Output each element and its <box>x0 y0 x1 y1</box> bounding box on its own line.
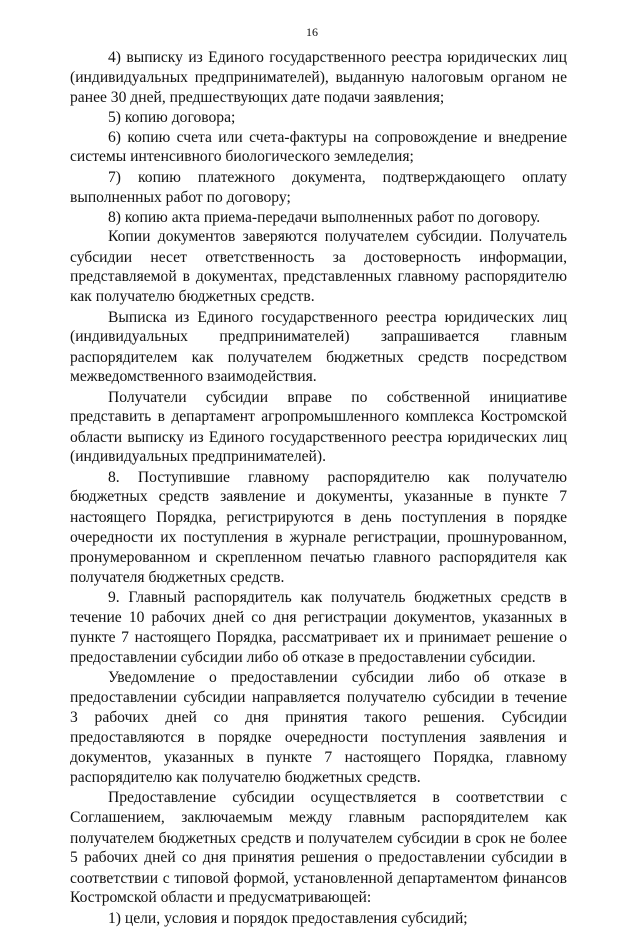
text-fragment: (индивидуальных <box>70 328 188 346</box>
text-fragment: Костромской области и предусматривающей: <box>70 889 372 907</box>
text-fragment: пункте 7 настоящего Порядка, рассматривает их и принимает решение о <box>70 629 567 647</box>
text-fragment: как <box>447 468 470 486</box>
text-fragment: (индивидуальных предпринимателей), выданную налоговым органом не <box>70 69 567 87</box>
text-line <box>70 407 567 427</box>
text-fragment: как получателю бюджетных средств. <box>70 288 315 306</box>
text-fragment: субсидии <box>70 248 133 266</box>
text-fragment: собственной <box>386 388 471 406</box>
text-line <box>108 668 567 688</box>
text-fragment: ранее 30 дней, предшествующих дате подачи заявления; <box>70 88 445 106</box>
text-fragment: распорядителю как получателю бюджетных средств. <box>70 768 421 786</box>
text-fragment: пронумерованном и скрепленном печатью главного распорядителя как <box>70 549 567 567</box>
text-fragment: главным <box>510 328 567 346</box>
text-line <box>70 688 567 708</box>
text-fragment: главному <box>248 468 310 486</box>
text-fragment: в <box>432 789 440 807</box>
text-line <box>70 829 567 849</box>
text-fragment: 7) <box>108 168 121 186</box>
text-fragment: Предоставление <box>108 789 217 807</box>
text-fragment: субсидии <box>205 388 269 406</box>
text-fragment: бюджетных средств заявление и документы, указанные в пункте 7 <box>70 488 567 506</box>
text-line <box>70 869 567 889</box>
text-line <box>108 468 567 488</box>
text-fragment: соответствии с типовой формой, установленной департаментом финансов <box>70 869 567 887</box>
text-fragment: предпринимателей) <box>219 328 350 346</box>
text-line <box>70 528 567 548</box>
text-line <box>70 888 567 908</box>
page-number: 16 <box>306 25 318 39</box>
text-line <box>108 788 567 808</box>
text-fragment: выполненных работ по договору; <box>70 189 291 207</box>
text-fragment: с <box>560 789 567 807</box>
text-fragment: запрашивается <box>380 328 480 346</box>
text-line <box>70 428 567 448</box>
text-fragment: получателю <box>487 468 567 486</box>
text-fragment: системы интенсивного биологического земледелия; <box>70 148 414 166</box>
text-line <box>70 188 567 208</box>
text-fragment: 4) выписку из Единого государственного реестра юридических лиц <box>108 49 567 67</box>
text-line <box>108 388 567 408</box>
text-line <box>70 628 567 648</box>
text-fragment: за <box>332 248 346 266</box>
text-line <box>70 548 567 568</box>
text-fragment: 1) цели, условия и порядок предоставления субсидий; <box>108 909 468 927</box>
text-fragment: распорядителю <box>327 468 430 486</box>
text-line <box>108 108 567 128</box>
text-fragment: распорядителем <box>70 348 178 366</box>
text-fragment: как <box>191 348 214 366</box>
text-line <box>108 168 567 188</box>
text-fragment: соответствии <box>455 789 544 807</box>
text-line <box>70 808 567 828</box>
text-line <box>108 128 567 148</box>
text-fragment: средств <box>418 348 469 366</box>
text-line <box>70 88 567 108</box>
text-fragment: по <box>351 388 368 406</box>
text-fragment: субсидии <box>232 789 295 807</box>
text-fragment: Соглашением, <box>70 809 165 827</box>
text-line <box>70 648 567 668</box>
text-fragment: со <box>213 709 229 727</box>
text-fragment: документов, указанных в пункте 7 настоящего Порядка, главному <box>70 749 567 767</box>
text-fragment: течение 10 рабочих дней со дня регистрации документов, указанных в <box>70 608 567 626</box>
text-fragment: (индивидуальных предпринимателей). <box>70 448 326 466</box>
text-line <box>70 327 567 347</box>
text-fragment: 5) копию договора; <box>108 109 236 127</box>
text-line <box>70 487 567 507</box>
text-line <box>70 267 567 287</box>
text-line <box>70 768 567 788</box>
text-fragment: несет <box>150 248 187 266</box>
text-fragment: 5 рабочих дней со дня принятия решения о предоставлении субсидии в <box>70 849 567 867</box>
text-fragment: ответственность <box>205 248 315 266</box>
text-fragment: Копии документов заверяются получателем субсидии. Получатель <box>108 228 567 246</box>
text-fragment: документа, <box>292 168 366 186</box>
text-fragment: рабочих <box>94 709 149 727</box>
text-fragment: получателя бюджетных средств. <box>70 568 285 586</box>
text-fragment: 6) копию счета или счета-фактуры на сопровождение и внедрение <box>108 128 567 146</box>
text-fragment: достоверность <box>364 248 461 266</box>
text-fragment: Поступившие <box>137 468 230 486</box>
text-line <box>70 147 567 167</box>
text-line <box>70 348 567 368</box>
text-fragment: оплату <box>522 168 567 186</box>
text-fragment: настоящего Порядка, регистрируются в день поступления в порядке <box>70 508 567 526</box>
text-fragment: главным <box>348 809 406 827</box>
text-fragment: предоставлении субсидии либо об отказе в предоставлении субсидии. <box>70 648 536 666</box>
text-fragment: Уведомление о предоставлении субсидии либо об отказе в <box>108 669 567 687</box>
text-fragment: предоставлении субсидии направляется получателю субсидии в течение <box>70 688 567 706</box>
text-fragment: Получатели <box>108 388 187 406</box>
text-fragment: принятия <box>285 709 348 727</box>
text-fragment: подтверждающего <box>382 168 506 186</box>
text-fragment: распорядителем <box>421 809 529 827</box>
text-line <box>108 308 567 328</box>
text-line <box>70 848 567 868</box>
text-line <box>108 227 567 247</box>
text-fragment: получателем <box>227 348 312 366</box>
text-fragment: 3 <box>70 709 78 727</box>
text-fragment: очередности их поступления в журнале регистрации, прошнурованном, <box>70 528 567 546</box>
text-line <box>70 287 567 307</box>
text-fragment: как <box>545 809 567 827</box>
text-fragment: платежного <box>197 168 276 186</box>
text-fragment: посредством <box>482 348 567 366</box>
text-line <box>70 508 567 528</box>
text-line <box>108 48 567 68</box>
text-line <box>108 909 567 929</box>
text-fragment: дней <box>165 709 197 727</box>
text-fragment: 9. Главный распорядитель как получатель бюджетных средств в <box>108 589 567 607</box>
text-fragment: предоставляются в порядке очередности поступления заявления и <box>70 728 567 746</box>
text-fragment: 8. <box>108 468 120 486</box>
text-line <box>70 568 567 588</box>
text-fragment: Субсидии <box>501 709 567 727</box>
text-fragment: межведомственного взаимодействия. <box>70 368 317 386</box>
text-line <box>70 447 567 467</box>
text-line <box>70 708 567 728</box>
text-fragment: заключаемым <box>181 809 273 827</box>
text-fragment: 8) копию акта приема-передачи выполненных работ по договору. <box>108 208 541 226</box>
text-fragment: вправе <box>287 388 332 406</box>
text-fragment: решения. <box>423 709 485 727</box>
text-fragment: осуществляется <box>310 789 417 807</box>
text-fragment: представить в департамент агропромышленного комплекса Костромской <box>70 408 567 426</box>
text-fragment: представляемой в документах, представленных главному распорядителю <box>70 268 567 286</box>
text-line <box>108 588 567 608</box>
text-line <box>108 208 567 228</box>
text-fragment: бюджетных <box>326 348 404 366</box>
text-line <box>70 68 567 88</box>
text-fragment: информации, <box>479 248 567 266</box>
text-line <box>70 608 567 628</box>
text-fragment: инициативе <box>489 388 567 406</box>
text-fragment: такого <box>364 709 407 727</box>
text-fragment: области выписку из Единого государственного реестра юридических лиц <box>70 428 567 446</box>
text-fragment: дня <box>245 709 269 727</box>
text-line <box>70 248 567 268</box>
text-line <box>70 748 567 768</box>
text-fragment: копию <box>138 168 181 186</box>
text-fragment: получателем бюджетных средств и получателем субсидии в срок не более <box>70 829 567 847</box>
text-line <box>70 367 567 387</box>
text-fragment: Выписка из Единого государственного реестра юридических лиц <box>108 308 567 326</box>
text-fragment: между <box>288 809 333 827</box>
text-line <box>70 728 567 748</box>
